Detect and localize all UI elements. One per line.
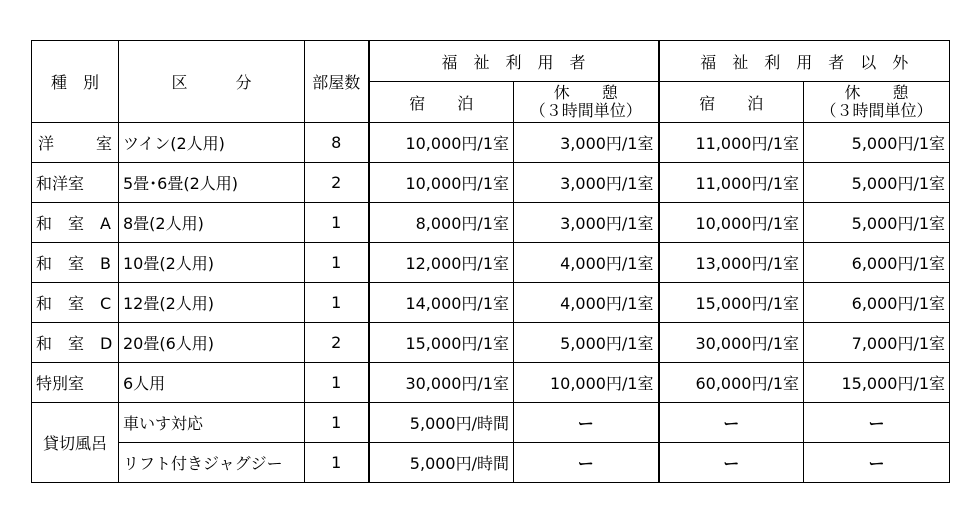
welfare-stay-cell: 15,000円/1室 [369, 323, 514, 363]
room-type-cell: 和 室 A [32, 203, 119, 243]
rooms-cell: 1 [305, 403, 369, 443]
room-type-cell: 特別室 [32, 363, 119, 403]
header-non-welfare: 福 祉 利 用 者 以 外 [659, 41, 950, 82]
header-rest-bottom: （３時間単位） [820, 101, 933, 120]
rooms-cell: 2 [305, 323, 369, 363]
nonwelfare-stay-cell: ー [659, 443, 804, 483]
welfare-stay-cell: 10,000円/1室 [369, 163, 514, 203]
welfare-rest-cell: 3,000円/1室 [514, 163, 659, 203]
nonwelfare-stay-cell: 30,000円/1室 [659, 323, 804, 363]
room-type-cell [32, 123, 119, 163]
division-cell: 10畳(2人用) [119, 243, 305, 283]
header-welfare: 福 祉 利 用 者 [369, 41, 659, 82]
welfare-rest-cell: 4,000円/1室 [514, 243, 659, 283]
welfare-stay-cell: 10,000円/1室 [369, 123, 514, 163]
nonwelfare-stay-cell: 11,000円/1室 [659, 123, 804, 163]
nonwelfare-rest-cell: ー [804, 443, 950, 483]
nonwelfare-stay-cell: 11,000円/1室 [659, 163, 804, 203]
nonwelfare-rest-cell: 5,000円/1室 [804, 123, 950, 163]
nonwelfare-stay-cell: 13,000円/1室 [659, 243, 804, 283]
nonwelfare-rest-cell: 5,000円/1室 [804, 203, 950, 243]
welfare-rest-cell: 5,000円/1室 [514, 323, 659, 363]
table-row [32, 203, 950, 243]
welfare-stay-cell: 14,000円/1室 [369, 283, 514, 323]
header-row-1 [32, 41, 950, 82]
table-row [32, 123, 950, 163]
welfare-stay-cell: 12,000円/1室 [369, 243, 514, 283]
table-row [32, 443, 950, 483]
header-rest-top: 休 憩 [553, 83, 618, 102]
division-cell: 8畳(2人用) [119, 203, 305, 243]
nonwelfare-stay-cell: 60,000円/1室 [659, 363, 804, 403]
nonwelfare-stay-cell: 10,000円/1室 [659, 203, 804, 243]
rooms-cell: 1 [305, 203, 369, 243]
welfare-rest-cell: 4,000円/1室 [514, 283, 659, 323]
division-cell: リフト付きジャグジー [119, 443, 305, 483]
table-row [32, 363, 950, 403]
room-type-a: 洋 [38, 134, 55, 153]
header-division: 区 分 [119, 41, 305, 123]
rooms-cell: 1 [305, 243, 369, 283]
nonwelfare-rest-cell: 6,000円/1室 [804, 243, 950, 283]
nonwelfare-stay-cell: 15,000円/1室 [659, 283, 804, 323]
welfare-stay-cell: 8,000円/1室 [369, 203, 514, 243]
bath-type-cell: 貸切風呂 [32, 403, 119, 483]
nonwelfare-stay-cell: ー [659, 403, 804, 443]
rooms-cell: 1 [305, 363, 369, 403]
rooms-cell: 8 [305, 123, 369, 163]
welfare-rest-cell: 3,000円/1室 [514, 123, 659, 163]
room-type-cell: 和 室 C [32, 283, 119, 323]
welfare-stay-cell: 30,000円/1室 [369, 363, 514, 403]
division-cell: 車いす対応 [119, 403, 305, 443]
nonwelfare-rest-cell: 6,000円/1室 [804, 283, 950, 323]
division-cell: 6人用 [119, 363, 305, 403]
welfare-rest-cell: 3,000円/1室 [514, 203, 659, 243]
room-type-cell: 和 室 D [32, 323, 119, 363]
nonwelfare-rest-cell: 5,000円/1室 [804, 163, 950, 203]
nonwelfare-rest-cell: 15,000円/1室 [804, 363, 950, 403]
header-nonwelfare-stay: 宿 泊 [659, 82, 804, 123]
welfare-rest-cell: ー [514, 403, 659, 443]
rooms-cell: 2 [305, 163, 369, 203]
room-type-b: 室 [95, 134, 112, 153]
nonwelfare-rest-cell: ー [804, 403, 950, 443]
welfare-rest-cell: ー [514, 443, 659, 483]
header-rest-bottom: （３時間単位） [529, 101, 642, 120]
header-rest-top: 休 憩 [844, 83, 909, 102]
table-row [32, 323, 950, 363]
room-rate-table [31, 40, 950, 483]
table-row [32, 163, 950, 203]
division-cell: 12畳(2人用) [119, 283, 305, 323]
welfare-stay-cell: 5,000円/時間 [369, 443, 514, 483]
room-type-cell: 和 室 B [32, 243, 119, 283]
rooms-cell: 1 [305, 443, 369, 483]
table-row [32, 243, 950, 283]
nonwelfare-rest-cell: 7,000円/1室 [804, 323, 950, 363]
welfare-rest-cell: 10,000円/1室 [514, 363, 659, 403]
header-type: 種 別 [32, 41, 119, 123]
rooms-cell: 1 [305, 283, 369, 323]
division-cell: ツイン(2人用) [119, 123, 305, 163]
division-cell: 5畳･6畳(2人用) [119, 163, 305, 203]
room-type-cell: 和洋室 [32, 163, 119, 203]
header-welfare-stay: 宿 泊 [369, 82, 514, 123]
header-welfare-rest [514, 82, 659, 123]
division-cell: 20畳(6人用) [119, 323, 305, 363]
table-row [32, 283, 950, 323]
header-nonwelfare-rest [804, 82, 950, 123]
table-row [32, 403, 950, 443]
welfare-stay-cell: 5,000円/時間 [369, 403, 514, 443]
header-rooms: 部屋数 [305, 41, 369, 123]
